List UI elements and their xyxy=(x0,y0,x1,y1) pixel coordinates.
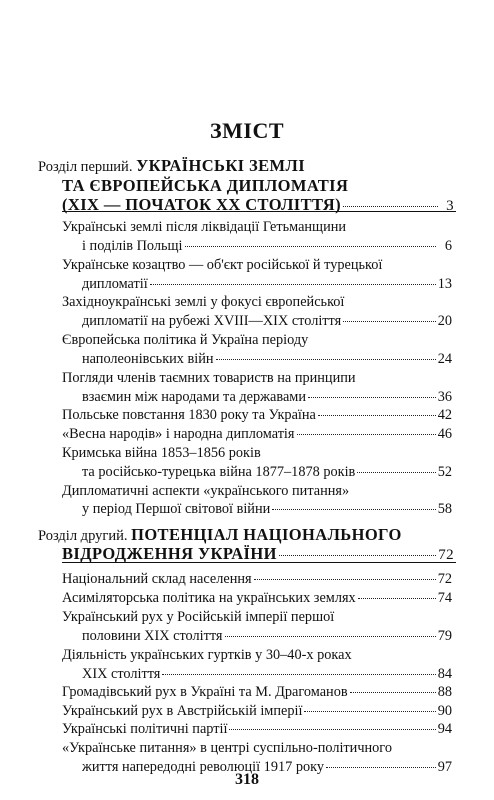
toc-entry-page: 36 xyxy=(437,389,452,405)
toc-entry-text: «Весна народів» і народна дипломатія xyxy=(62,426,295,442)
toc-entry-text: Асиміляторська політика на українських землях xyxy=(62,590,356,606)
toc-entry-14 xyxy=(62,683,452,701)
leader-dots xyxy=(279,555,436,556)
toc-entry-1-line-2 xyxy=(82,237,452,255)
toc-entry-page: 74 xyxy=(437,590,452,606)
toc-entry-text: половини XIX століття xyxy=(82,628,223,644)
toc-entry-text: дипломатії на рубежі XVIII—XIX століття xyxy=(82,313,342,329)
toc-entry-text: взаємин між народами та державами xyxy=(82,389,306,405)
page-number: 318 xyxy=(235,771,259,788)
leader-dots xyxy=(304,711,435,712)
toc-entry-15 xyxy=(62,702,452,720)
toc-entry-4-line-2 xyxy=(82,350,452,368)
toc-entry-10 xyxy=(62,570,452,588)
toc-entry-9-line-1: Дипломатичні аспекти «українського питання» xyxy=(62,483,350,499)
leader-dots xyxy=(185,246,436,247)
toc-entry-page: 58 xyxy=(437,501,452,517)
section-1-label: Розділ перший. xyxy=(38,159,133,175)
toc-entry-11 xyxy=(62,589,452,607)
leader-dots xyxy=(162,674,435,675)
toc-entry-page: 42 xyxy=(437,407,452,423)
toc-entry-page: 46 xyxy=(437,426,452,442)
leader-dots xyxy=(308,397,436,398)
toc-entry-text: Громадівський рух в Україні та М. Драгоманов xyxy=(62,684,348,700)
toc-entry-8-line-1: Кримська війна 1853–1856 років xyxy=(62,445,261,461)
toc-entry-text: у період Першої світової війни xyxy=(82,501,271,517)
toc-entry-5-line-1: Погляди членів таємних товариств на принципи xyxy=(62,370,356,386)
section-2-title-line-1: ПОТЕНЦІАЛ НАЦІОНАЛЬНОГО xyxy=(131,525,402,544)
toc-entry-text: наполеонівських війн xyxy=(82,351,214,367)
section-1-title-line-1: УКРАЇНСЬКІ ЗЕМЛІ xyxy=(136,156,306,175)
toc-entry-text: XIX століття xyxy=(82,666,161,682)
toc-entry-page: 84 xyxy=(437,666,452,682)
toc-entry-12-line-1: Український рух у Російській імперії першої xyxy=(62,609,335,625)
section-2-heading xyxy=(38,525,454,546)
toc-entry-13-line-2 xyxy=(82,665,452,683)
toc-entry-page: 94 xyxy=(437,721,452,737)
toc-entry-4-line-1: Європейська політика й Україна періоду xyxy=(62,332,309,348)
section-1-heading xyxy=(38,156,454,177)
leader-dots xyxy=(216,359,436,360)
toc-entry-page: 90 xyxy=(437,703,452,719)
section-1-title-line-2 xyxy=(62,176,454,196)
toc-entry-page: 20 xyxy=(437,313,452,329)
leader-dots xyxy=(358,598,436,599)
toc-entry-page: 24 xyxy=(437,351,452,367)
section-2-title-2-text: ВІДРОДЖЕННЯ УКРАЇНИ xyxy=(62,544,277,563)
toc-entry-text: і поділів Польщі xyxy=(82,238,183,254)
toc-entry-12-line-2 xyxy=(82,627,452,645)
leader-dots xyxy=(326,767,436,768)
toc-entry-2-line-1: Українське козацтво — об'єкт російської й турецької xyxy=(62,257,383,273)
toc-entry-17-line-1: «Українське питання» в центрі суспільно-політичного xyxy=(62,740,392,756)
section-1-title-3-text: (XIX — ПОЧАТОК XX СТОЛІТТЯ) xyxy=(62,195,342,214)
leader-dots xyxy=(272,509,435,510)
toc-entry-page: 6 xyxy=(444,238,452,254)
section-1-title-2-text: ТА ЄВРОПЕЙСЬКА ДИПЛОМАТІЯ xyxy=(62,176,349,195)
toc-entry-5-line-2 xyxy=(82,388,452,406)
section-2-label: Розділ другий. xyxy=(38,528,128,544)
toc-entry-2-line-2 xyxy=(82,275,452,293)
leader-dots xyxy=(254,579,436,580)
toc-entry-text: дипломатії xyxy=(82,276,148,292)
toc-entry-3-line-2 xyxy=(82,312,452,330)
leader-dots xyxy=(297,434,436,435)
toc-entry-text: Національний склад населення xyxy=(62,571,252,587)
leader-dots xyxy=(229,729,435,730)
section-2-page: 72 xyxy=(438,547,454,563)
toc-entry-7 xyxy=(62,425,452,443)
toc-entry-text: Український рух в Австрійській імперії xyxy=(62,703,303,719)
leader-dots xyxy=(350,692,436,693)
toc-entry-text: Українські політичні партії xyxy=(62,721,228,737)
toc-entry-page: 88 xyxy=(437,684,452,700)
toc-entry-6 xyxy=(62,406,452,424)
leader-dots xyxy=(318,415,436,416)
toc-entry-3-line-1: Західноукраїнські землі у фокусі європейської xyxy=(62,294,345,310)
toc-entry-9-line-2 xyxy=(82,500,452,518)
leader-dots xyxy=(225,636,436,637)
toc-entry-1-line-1: Українські землі після ліквідації Гетьманщини xyxy=(62,219,347,235)
toc-entry-text: Польське повстання 1830 року та Україна xyxy=(62,407,316,423)
toc-entry-text: та російсько-турецька війна 1877–1878 років xyxy=(82,464,356,480)
toc-title: ЗМІСТ xyxy=(210,118,284,143)
section-1-title-line-3 xyxy=(62,195,454,216)
toc-entry-page: 13 xyxy=(437,276,452,292)
toc-entry-page: 79 xyxy=(437,628,452,644)
leader-dots xyxy=(343,206,438,207)
toc-entry-8-line-2 xyxy=(82,463,452,481)
toc-entry-page: 97 xyxy=(437,759,452,775)
section-1-rule xyxy=(62,211,456,212)
section-1-page: 3 xyxy=(446,198,454,214)
leader-dots xyxy=(343,321,436,322)
toc-entry-page: 52 xyxy=(437,464,452,480)
toc-entry-16 xyxy=(62,720,452,738)
leader-dots xyxy=(357,472,435,473)
leader-dots xyxy=(150,284,436,285)
section-2-rule xyxy=(62,562,456,563)
toc-entry-13-line-1: Діяльність українських гуртків у 30–40-х роках xyxy=(62,647,352,663)
toc-entry-page: 72 xyxy=(437,571,452,587)
toc-entry-text: життя напередодні революції 1917 року xyxy=(82,759,325,775)
